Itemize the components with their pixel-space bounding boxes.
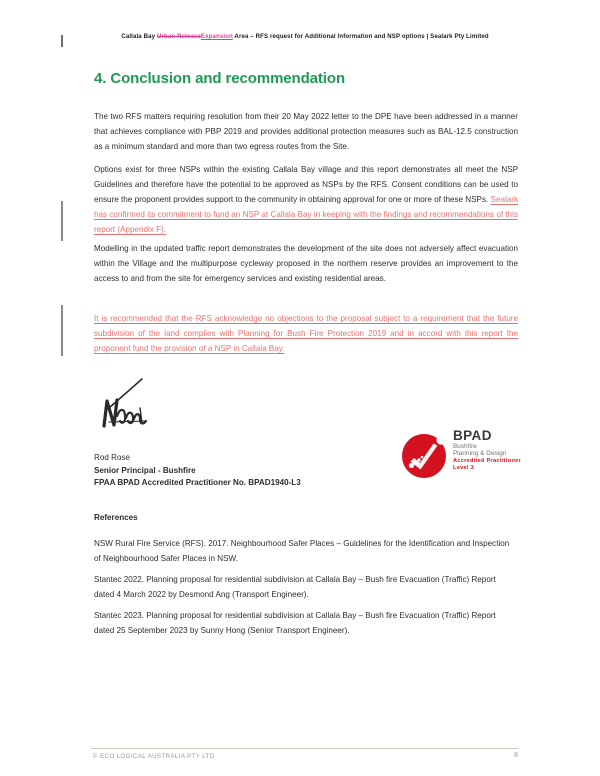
paragraph-2 [94, 162, 518, 237]
reference-item: NSW Rural Fire Service (RFS). 2017. Neighbourhood Safer Places – Guidelines for the Identification and Inspection of Neighbourhood Safer Places in NSW. [94, 539, 510, 564]
footer-page-number: 8 [514, 752, 518, 759]
paragraph-1: The two RFS matters requiring resolution from their 20 May 2022 letter to the DPE have been addressed in a manner that achieves compliance with PBP 2019 and provides additional protection measures such as BAL-12.5 construction as a minimum standard and more than two egress routes from the Site. [94, 112, 518, 152]
paragraph-2-inserted-text: Sealark has confirmed its commitment to fund an NSP at Callala Bay in keeping with the findings and recommendations of this report (Appendix F). [94, 195, 518, 235]
footer-copyright: © ECO LOGICAL AUSTRALIA PTY LTD [93, 753, 215, 760]
paragraph-4 [94, 311, 518, 356]
change-bar-paragraph-4 [61, 305, 63, 356]
header-text-before: Callala Bay [121, 33, 157, 40]
bpad-circle-icon [401, 430, 450, 479]
bpad-line-planning-design: Planning & Design [453, 450, 507, 458]
paragraph-4-inserted-text: It is recommended that the RFS acknowledge no objections to the proposal subject to a requirement that the future subdivision of the land complies with Planning for Bush Fire Protection 2019 and in accord with this report the proponent fund the provision of a NSP in Callala Bay. [94, 314, 518, 354]
bpad-wordmark: BPAD [453, 428, 492, 443]
header-deleted-text: Urban Release [156, 33, 201, 40]
signatory-block [94, 452, 394, 490]
references-heading: References [94, 513, 138, 522]
bpad-line-bushfire: Bushfire [453, 443, 477, 450]
bpad-line-accredited-practitioner: Accredited Practitioner [453, 457, 521, 464]
signatory-accreditation: FPAA BPAD Accredited Practitioner No. BPAD1940-L3 [94, 478, 301, 488]
footer-divider [91, 748, 518, 749]
bpad-line-level: Level 3 [453, 464, 474, 471]
bpad-logo [401, 428, 519, 482]
bpad-logo-text [453, 429, 521, 472]
reference-item: Stantec 2023. Planning proposal for residential subdivision at Callala Bay – Bush fire Evacuation (Traffic) Report dated 25 September 2023 by Sunny Hong (Senior Transport Engineer). [94, 611, 496, 636]
page-title: 4. Conclusion and recommendation [94, 70, 346, 87]
header-inserted-text: Expansion [200, 33, 233, 40]
running-header [90, 33, 520, 40]
reference-item: Stantec 2022. Planning proposal for residential subdivision at Callala Bay – Bush fire Evacuation (Traffic) Report dated 4 March 2022 by Desmond Ang (Transport Engineer). [94, 575, 496, 600]
header-text-after: Area – RFS request for Additional Information and NSP options | Sealark Pty Limited [232, 33, 489, 40]
signature-image [96, 378, 166, 434]
change-bar-header [61, 35, 63, 47]
paragraph-2-text: Options exist for three NSPs within the existing Callala Bay village and this report demonstrates all meet the NSP Guidelines and therefore have the potential to be approved as NSPs by the RFS. Consent conditions can be used to ensure the proponent provides support to the community in obtaining approval for one or more of these NSPs. [94, 165, 518, 205]
change-bar-paragraph-2 [61, 201, 63, 241]
signatory-title: Senior Principal - Bushfire [94, 465, 196, 475]
signatory-name: Rod Rose [94, 453, 130, 462]
paragraph-3: Modelling in the updated traffic report demonstrates the development of the site does not adversely affect evacuation within the Village and the multipurpose cycleway proposed in the northern reserve provides an improvement to the access to and from the site for emergency services and existing residential areas. [94, 244, 518, 284]
